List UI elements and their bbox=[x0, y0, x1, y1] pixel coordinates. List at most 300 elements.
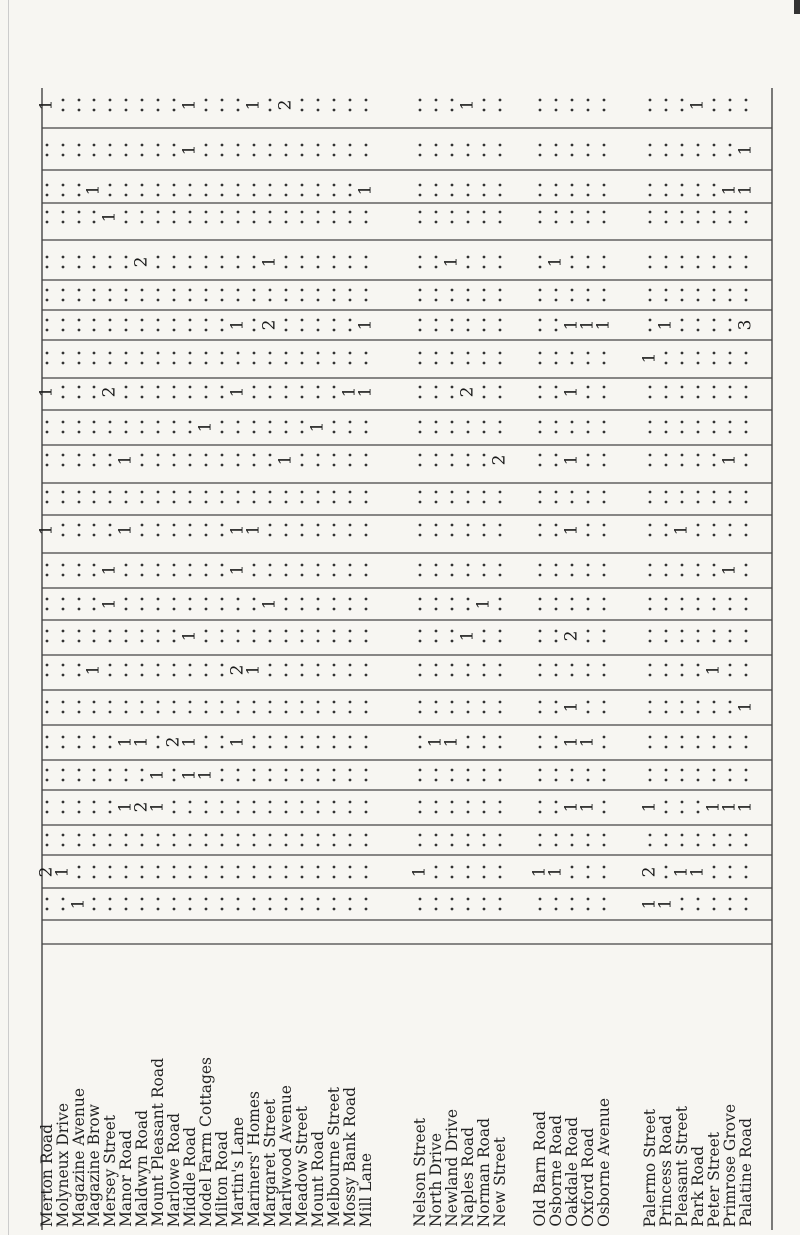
leader-dot bbox=[125, 421, 128, 424]
entry-count: 1 bbox=[639, 352, 660, 364]
leader-dot bbox=[419, 736, 422, 739]
street-name: Pleasant Street bbox=[673, 1106, 691, 1227]
leader-dot bbox=[301, 464, 304, 467]
leader-dot bbox=[317, 319, 320, 322]
entry-count: 1 bbox=[561, 454, 582, 466]
leader-dot bbox=[93, 289, 96, 292]
leader-dot bbox=[269, 421, 272, 424]
leader-dot bbox=[483, 524, 486, 527]
entry-count: 1 bbox=[339, 386, 360, 398]
leader-dot bbox=[333, 630, 336, 633]
street-name: Mount Pleasant Road bbox=[149, 1058, 167, 1227]
leader-dot bbox=[157, 221, 160, 224]
leader-dot bbox=[78, 674, 81, 677]
leader-dot bbox=[649, 501, 652, 504]
leader-dot bbox=[109, 256, 112, 259]
leader-dot bbox=[93, 421, 96, 424]
entry-count: 2 bbox=[259, 319, 280, 331]
leader-dot bbox=[649, 464, 652, 467]
leader-dot bbox=[317, 464, 320, 467]
leader-dot bbox=[301, 779, 304, 782]
leader-dot bbox=[189, 184, 192, 187]
leader-dot bbox=[173, 329, 176, 332]
leader-dot bbox=[62, 598, 65, 601]
leader-dot bbox=[62, 769, 65, 772]
leader-dot bbox=[603, 640, 606, 643]
leader-dot bbox=[285, 674, 288, 677]
leader-dot bbox=[285, 362, 288, 365]
leader-dot bbox=[269, 194, 272, 197]
leader-dot bbox=[285, 630, 288, 633]
leader-dot bbox=[62, 564, 65, 567]
leader-dot bbox=[451, 534, 454, 537]
leader-dot bbox=[365, 352, 368, 355]
leader-dot bbox=[483, 844, 486, 847]
leader-dot bbox=[451, 574, 454, 577]
leader-dot bbox=[62, 630, 65, 633]
leader-dot bbox=[141, 184, 144, 187]
leader-dot bbox=[301, 386, 304, 389]
street-name: Marlwood Avenue bbox=[277, 1085, 295, 1227]
leader-dot bbox=[285, 221, 288, 224]
leader-dot bbox=[221, 266, 224, 269]
leader-dot bbox=[157, 701, 160, 704]
leader-dot bbox=[301, 256, 304, 259]
leader-dot bbox=[697, 801, 700, 804]
leader-dot bbox=[681, 184, 684, 187]
leader-dot bbox=[419, 454, 422, 457]
leader-dot bbox=[451, 221, 454, 224]
leader-dot bbox=[285, 144, 288, 147]
leader-dot bbox=[587, 256, 590, 259]
leader-dot bbox=[483, 834, 486, 837]
leader-dot bbox=[745, 221, 748, 224]
leader-dot bbox=[62, 736, 65, 739]
leader-dot bbox=[697, 266, 700, 269]
leader-dot bbox=[571, 866, 574, 869]
leader-dot bbox=[317, 736, 320, 739]
leader-dot bbox=[571, 769, 574, 772]
leader-dot bbox=[499, 801, 502, 804]
leader-dot bbox=[729, 319, 732, 322]
leader-dot bbox=[697, 289, 700, 292]
leader-dot bbox=[349, 421, 352, 424]
leader-dot bbox=[649, 834, 652, 837]
leader-dot bbox=[681, 779, 684, 782]
leader-dot bbox=[419, 640, 422, 643]
leader-dot bbox=[253, 221, 256, 224]
leader-dot bbox=[729, 266, 732, 269]
leader-dot bbox=[141, 534, 144, 537]
leader-dot bbox=[539, 746, 542, 749]
leader-dot bbox=[571, 266, 574, 269]
entry-count: 1 bbox=[179, 630, 200, 642]
leader-dot bbox=[603, 352, 606, 355]
leader-dot bbox=[141, 598, 144, 601]
leader-dot bbox=[729, 746, 732, 749]
entry-count: 1 bbox=[577, 319, 598, 331]
leader-dot bbox=[483, 574, 486, 577]
leader-dot bbox=[125, 876, 128, 879]
leader-dot bbox=[713, 421, 716, 424]
leader-dot bbox=[285, 811, 288, 814]
leader-dot bbox=[173, 491, 176, 494]
street-name: Newland Drive bbox=[443, 1109, 461, 1227]
leader-dot bbox=[729, 630, 732, 633]
leader-dot bbox=[237, 898, 240, 901]
leader-dot bbox=[603, 501, 606, 504]
leader-dot bbox=[301, 598, 304, 601]
entry-count: 1 bbox=[561, 701, 582, 713]
leader-dot bbox=[483, 876, 486, 879]
leader-dot bbox=[649, 431, 652, 434]
leader-dot bbox=[365, 454, 368, 457]
leader-dot bbox=[269, 396, 272, 399]
leader-dot bbox=[93, 876, 96, 879]
leader-dot bbox=[141, 154, 144, 157]
leader-dot bbox=[125, 574, 128, 577]
leader-dot bbox=[499, 701, 502, 704]
leader-dot bbox=[333, 431, 336, 434]
leader-dot bbox=[189, 711, 192, 714]
leader-dot bbox=[349, 876, 352, 879]
leader-dot bbox=[665, 396, 668, 399]
leader-dot bbox=[46, 598, 49, 601]
leader-dot bbox=[697, 352, 700, 355]
leader-dot bbox=[745, 211, 748, 214]
leader-dot bbox=[237, 811, 240, 814]
leader-dot bbox=[665, 431, 668, 434]
leader-dot bbox=[365, 256, 368, 259]
leader-dot bbox=[483, 464, 486, 467]
leader-dot bbox=[571, 598, 574, 601]
leader-dot bbox=[729, 779, 732, 782]
leader-dot bbox=[435, 184, 438, 187]
leader-dot bbox=[365, 711, 368, 714]
leader-dot bbox=[109, 454, 112, 457]
leader-dot bbox=[681, 630, 684, 633]
leader-dot bbox=[467, 352, 470, 355]
leader-dot bbox=[365, 898, 368, 901]
leader-dot bbox=[93, 109, 96, 112]
leader-dot bbox=[109, 329, 112, 332]
leader-dot bbox=[419, 801, 422, 804]
leader-dot bbox=[301, 844, 304, 847]
leader-dot bbox=[665, 608, 668, 611]
leader-dot bbox=[467, 431, 470, 434]
leader-dot bbox=[539, 801, 542, 804]
leader-dot bbox=[221, 421, 224, 424]
leader-dot bbox=[333, 256, 336, 259]
leader-dot bbox=[301, 524, 304, 527]
leader-dot bbox=[419, 534, 422, 537]
leader-dot bbox=[78, 630, 81, 633]
leader-dot bbox=[157, 256, 160, 259]
leader-dot bbox=[603, 454, 606, 457]
leader-dot bbox=[499, 779, 502, 782]
leader-dot bbox=[435, 386, 438, 389]
leader-dot bbox=[555, 109, 558, 112]
leader-dot bbox=[78, 154, 81, 157]
leader-dot bbox=[285, 211, 288, 214]
leader-dot bbox=[681, 454, 684, 457]
leader-dot bbox=[157, 299, 160, 302]
leader-dot bbox=[317, 454, 320, 457]
leader-dot bbox=[157, 534, 160, 537]
leader-dot bbox=[681, 256, 684, 259]
leader-dot bbox=[365, 431, 368, 434]
leader-dot bbox=[253, 319, 256, 322]
leader-dot bbox=[253, 711, 256, 714]
leader-dot bbox=[697, 211, 700, 214]
leader-dot bbox=[587, 221, 590, 224]
leader-dot bbox=[365, 844, 368, 847]
leader-dot bbox=[109, 769, 112, 772]
leader-dot bbox=[467, 674, 470, 677]
leader-dot bbox=[603, 299, 606, 302]
leader-dot bbox=[697, 630, 700, 633]
leader-dot bbox=[681, 664, 684, 667]
leader-dot bbox=[317, 608, 320, 611]
leader-dot bbox=[729, 211, 732, 214]
leader-dot bbox=[285, 386, 288, 389]
leader-dot bbox=[205, 866, 208, 869]
leader-dot bbox=[62, 329, 65, 332]
entry-count: 1 bbox=[687, 866, 708, 878]
leader-dot bbox=[125, 144, 128, 147]
leader-dot bbox=[189, 386, 192, 389]
leader-dot bbox=[713, 184, 716, 187]
leader-dot bbox=[681, 319, 684, 322]
leader-dot bbox=[587, 608, 590, 611]
leader-dot bbox=[78, 524, 81, 527]
leader-dot bbox=[269, 221, 272, 224]
entry-count: 1 bbox=[52, 866, 73, 878]
leader-dot bbox=[93, 746, 96, 749]
leader-dot bbox=[333, 386, 336, 389]
leader-dot bbox=[745, 99, 748, 102]
leader-dot bbox=[665, 99, 668, 102]
leader-dot bbox=[333, 352, 336, 355]
leader-dot bbox=[62, 109, 65, 112]
leader-dot bbox=[587, 421, 590, 424]
leader-dot bbox=[499, 386, 502, 389]
leader-dot bbox=[745, 491, 748, 494]
leader-dot bbox=[435, 491, 438, 494]
leader-dot bbox=[435, 256, 438, 259]
leader-dot bbox=[555, 640, 558, 643]
street-name: Osborne Avenue bbox=[595, 1097, 613, 1227]
leader-dot bbox=[157, 664, 160, 667]
leader-dot bbox=[713, 211, 716, 214]
leader-dot bbox=[435, 194, 438, 197]
leader-dot bbox=[109, 501, 112, 504]
leader-dot bbox=[665, 386, 668, 389]
leader-dot bbox=[333, 524, 336, 527]
leader-dot bbox=[697, 144, 700, 147]
leader-dot bbox=[317, 664, 320, 667]
leader-dot bbox=[173, 564, 176, 567]
leader-dot bbox=[365, 289, 368, 292]
leader-dot bbox=[571, 908, 574, 911]
leader-dot bbox=[205, 464, 208, 467]
leader-dot bbox=[78, 801, 81, 804]
leader-dot bbox=[333, 491, 336, 494]
leader-dot bbox=[451, 289, 454, 292]
street-name: New Street bbox=[491, 1137, 509, 1227]
leader-dot bbox=[125, 256, 128, 259]
leader-dot bbox=[467, 564, 470, 567]
leader-dot bbox=[729, 844, 732, 847]
leader-dot bbox=[467, 866, 470, 869]
leader-dot bbox=[125, 211, 128, 214]
leader-dot bbox=[419, 598, 422, 601]
leader-dot bbox=[539, 194, 542, 197]
leader-dot bbox=[62, 266, 65, 269]
entry-count: 1 bbox=[473, 598, 494, 610]
leader-dot bbox=[745, 501, 748, 504]
leader-dot bbox=[745, 664, 748, 667]
leader-dot bbox=[205, 184, 208, 187]
leader-dot bbox=[301, 630, 304, 633]
leader-dot bbox=[587, 154, 590, 157]
leader-dot bbox=[745, 421, 748, 424]
leader-dot bbox=[419, 491, 422, 494]
leader-dot bbox=[649, 386, 652, 389]
leader-dot bbox=[93, 701, 96, 704]
leader-dot bbox=[435, 266, 438, 269]
leader-dot bbox=[435, 664, 438, 667]
leader-dot bbox=[697, 811, 700, 814]
entry-count: 1 bbox=[703, 664, 724, 676]
entry-count: 2 bbox=[36, 866, 57, 878]
leader-dot bbox=[349, 534, 352, 537]
leader-dot bbox=[221, 396, 224, 399]
leader-dot bbox=[539, 386, 542, 389]
leader-dot bbox=[419, 99, 422, 102]
leader-dot bbox=[109, 811, 112, 814]
leader-dot bbox=[681, 574, 684, 577]
leader-dot bbox=[93, 464, 96, 467]
leader-dot bbox=[189, 491, 192, 494]
entry-count: 1 bbox=[561, 319, 582, 331]
leader-dot bbox=[253, 184, 256, 187]
leader-dot bbox=[301, 289, 304, 292]
leader-dot bbox=[46, 362, 49, 365]
leader-dot bbox=[157, 574, 160, 577]
leader-dot bbox=[189, 299, 192, 302]
leader-dot bbox=[539, 289, 542, 292]
leader-dot bbox=[78, 352, 81, 355]
leader-dot bbox=[269, 898, 272, 901]
leader-dot bbox=[285, 501, 288, 504]
leader-dot bbox=[317, 352, 320, 355]
leader-dot bbox=[349, 746, 352, 749]
leader-dot bbox=[157, 866, 160, 869]
leader-dot bbox=[141, 844, 144, 847]
leader-dot bbox=[649, 454, 652, 457]
leader-dot bbox=[109, 711, 112, 714]
leader-dot bbox=[253, 608, 256, 611]
leader-dot bbox=[713, 266, 716, 269]
leader-dot bbox=[189, 898, 192, 901]
leader-dot bbox=[253, 574, 256, 577]
leader-dot bbox=[173, 144, 176, 147]
leader-dot bbox=[285, 844, 288, 847]
leader-dot bbox=[205, 256, 208, 259]
leader-dot bbox=[301, 266, 304, 269]
leader-dot bbox=[499, 844, 502, 847]
leader-dot bbox=[93, 256, 96, 259]
leader-dot bbox=[571, 362, 574, 365]
leader-dot bbox=[451, 779, 454, 782]
leader-dot bbox=[189, 396, 192, 399]
leader-dot bbox=[109, 844, 112, 847]
leader-dot bbox=[571, 779, 574, 782]
leader-dot bbox=[285, 898, 288, 901]
leader-dot bbox=[349, 844, 352, 847]
leader-dot bbox=[237, 711, 240, 714]
leader-dot bbox=[539, 664, 542, 667]
leader-dot bbox=[467, 811, 470, 814]
leader-dot bbox=[78, 834, 81, 837]
leader-dot bbox=[665, 109, 668, 112]
leader-dot bbox=[365, 491, 368, 494]
leader-dot bbox=[649, 524, 652, 527]
leader-dot bbox=[62, 289, 65, 292]
leader-dot bbox=[157, 362, 160, 365]
leader-dot bbox=[221, 524, 224, 527]
leader-dot bbox=[555, 769, 558, 772]
leader-dot bbox=[649, 711, 652, 714]
leader-dot bbox=[419, 746, 422, 749]
leader-dot bbox=[697, 844, 700, 847]
leader-dot bbox=[93, 454, 96, 457]
leader-dot bbox=[78, 534, 81, 537]
leader-dot bbox=[555, 491, 558, 494]
leader-dot bbox=[697, 908, 700, 911]
leader-dot bbox=[365, 574, 368, 577]
leader-dot bbox=[205, 396, 208, 399]
leader-dot bbox=[499, 898, 502, 901]
leader-dot bbox=[745, 866, 748, 869]
leader-dot bbox=[78, 144, 81, 147]
leader-dot bbox=[78, 266, 81, 269]
leader-dot bbox=[109, 876, 112, 879]
leader-dot bbox=[729, 421, 732, 424]
leader-dot bbox=[173, 866, 176, 869]
leader-dot bbox=[587, 674, 590, 677]
leader-dot bbox=[189, 811, 192, 814]
leader-dot bbox=[587, 524, 590, 527]
leader-dot bbox=[665, 866, 668, 869]
leader-dot bbox=[285, 431, 288, 434]
leader-dot bbox=[419, 386, 422, 389]
leader-dot bbox=[665, 876, 668, 879]
leader-dot bbox=[333, 564, 336, 567]
leader-dot bbox=[349, 289, 352, 292]
leader-dot bbox=[333, 844, 336, 847]
leader-dot bbox=[62, 221, 65, 224]
leader-dot bbox=[483, 144, 486, 147]
leader-dot bbox=[745, 908, 748, 911]
leader-dot bbox=[451, 386, 454, 389]
leader-dot bbox=[317, 99, 320, 102]
leader-dot bbox=[419, 144, 422, 147]
leader-dot bbox=[729, 109, 732, 112]
leader-dot bbox=[681, 154, 684, 157]
leader-dot bbox=[109, 144, 112, 147]
